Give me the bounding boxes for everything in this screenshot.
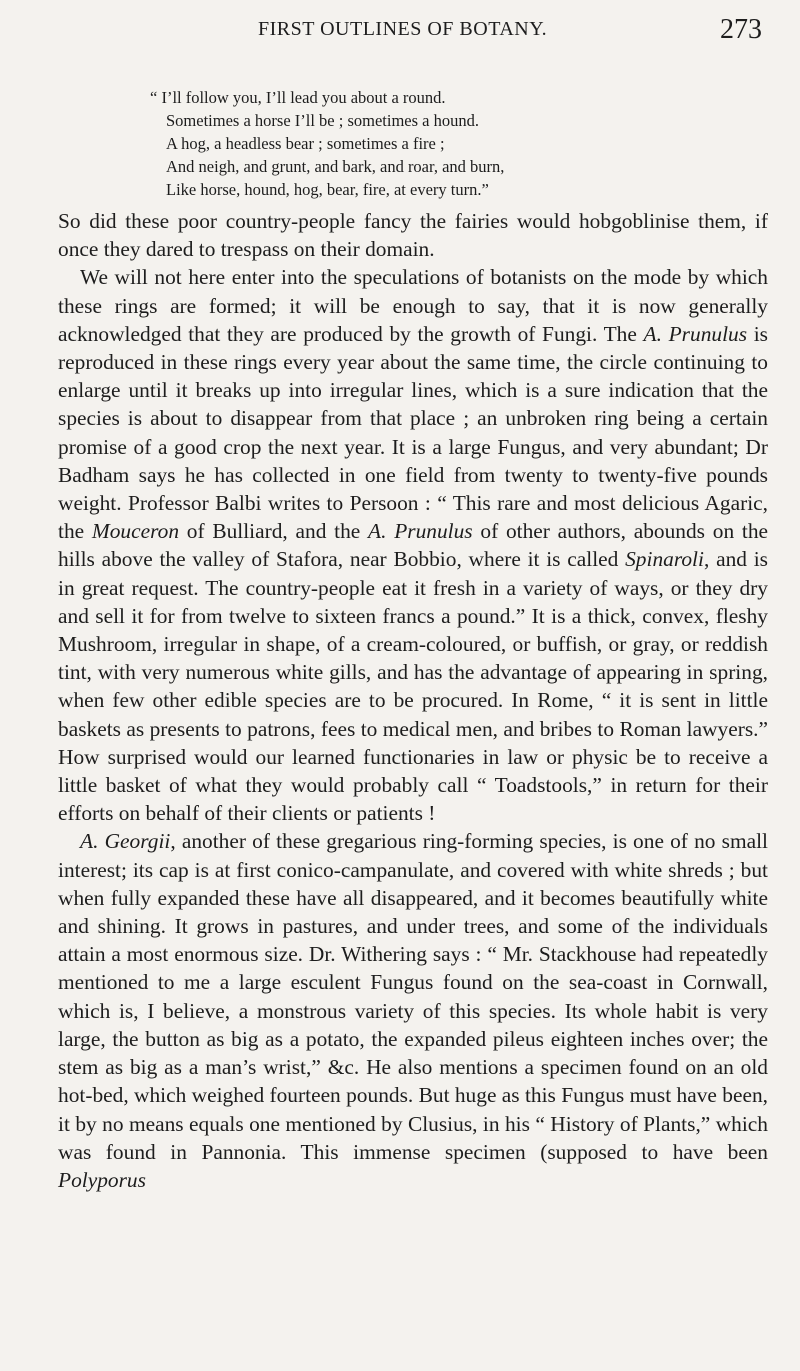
species-name: A. Prunulus (643, 321, 748, 346)
species-name: Polyporus (58, 1167, 146, 1192)
text-run: of other authors, abounds on the hills above the valley of Stafora, near Bobbio, where it is called (58, 519, 769, 572)
running-title: FIRST OUTLINES OF BOTANY. (258, 18, 548, 40)
local-name: Spinaroli (625, 547, 704, 572)
verse-line: Like horse, hound, hog, bear, fire, at every turn.” (166, 180, 489, 199)
text-run: of Bulliard, and the (179, 519, 369, 544)
body-text (58, 207, 768, 1194)
text-run: We will not here enter into the speculations of botanists on the mode by which these rings are formed; it will be enough to say, that it is now generally acknowledged that they are produced by the growth of Fungi. The (58, 265, 768, 346)
verse-line: And neigh, and grunt, and bark, and roar, and burn, (166, 157, 505, 176)
species-name: A. Prunulus (368, 519, 473, 544)
paragraph (58, 827, 768, 1194)
text-run: , and is in great request. The country-people eat it fresh in a variety of ways, or they dry and sell it for from twelve to sixteen francs a pound.” It is a thick, convex, fleshy Mushroom, irregular in shape, of a cream-coloured, or buffish, or gray, or reddish tint, with very numerous white gills, and has the advantage of appearing in spring, when few other edible species are to be procured. In Rome, “ it is sent in little baskets as presents to patrons, fees to medical men, and bribes to Roman lawyers.” How surprised would our learned functionaries in law or physic be to receive a little basket of what they would probably call “ Toadstools,” in return for their efforts on behalf of their clients or patients ! (58, 547, 768, 826)
page-number: 273 (720, 14, 762, 45)
text-run: is reproduced in these rings every year about the same time, the circle continuing to enlarge until it breaks up into irregular lines, which is a sure indication that the species is about to disappear from that place ; an unbroken ring being a certain promise of a good crop the next year. It is a large Fungus, and very abundant; Dr Badham says he has collected in one field from twenty to twenty-five pounds weight. Professor Balbi writes to Persoon : “ This rare and most delicious Agaric, the (58, 321, 768, 544)
paragraph: So did these poor country-people fancy the fairies would hobgoblinise them, if once they dared to trespass on their domain. (58, 209, 768, 262)
verse-line: Sometimes a horse I’ll be ; sometimes a hound. (166, 111, 479, 130)
verse-quotation (150, 86, 504, 201)
species-name: A. Georgii (80, 829, 171, 854)
species-name: Mouceron (91, 519, 180, 544)
verse-line: A hog, a headless bear ; sometimes a fire ; (166, 134, 445, 153)
verse-line: “ I’ll follow you, I’ll lead you about a round. (150, 88, 446, 107)
paragraph (58, 263, 768, 827)
text-run: , another of these gregarious ring-forming species, is one of no small interest; its cap is at first conico-campanulate, and covered with white shreds ; but when fully expanded these have all disappeared, and it becomes beautifully white and shining. It grows in pastures, and under trees, and some of the individuals attain a most enormous size. Dr. Withering says : “ Mr. Stackhouse had repeatedly mentioned to me a large esculent Fungus found on the sea-coast in Cornwall, which is, I believe, a monstrous variety of this species. Its whole habit is very large, the button as big as a potato, the expanded pileus eighteen inches over; the stem as big as a man’s wrist,” &c. He also mentions a specimen found on an old hot-bed, which weighed fourteen pounds. But huge as this Fungus must have been, it by no means equals one mentioned by Clusius, in his “ History of Plants,” which was found in Pannonia. This immense specimen (supposed to have been (58, 829, 768, 1164)
